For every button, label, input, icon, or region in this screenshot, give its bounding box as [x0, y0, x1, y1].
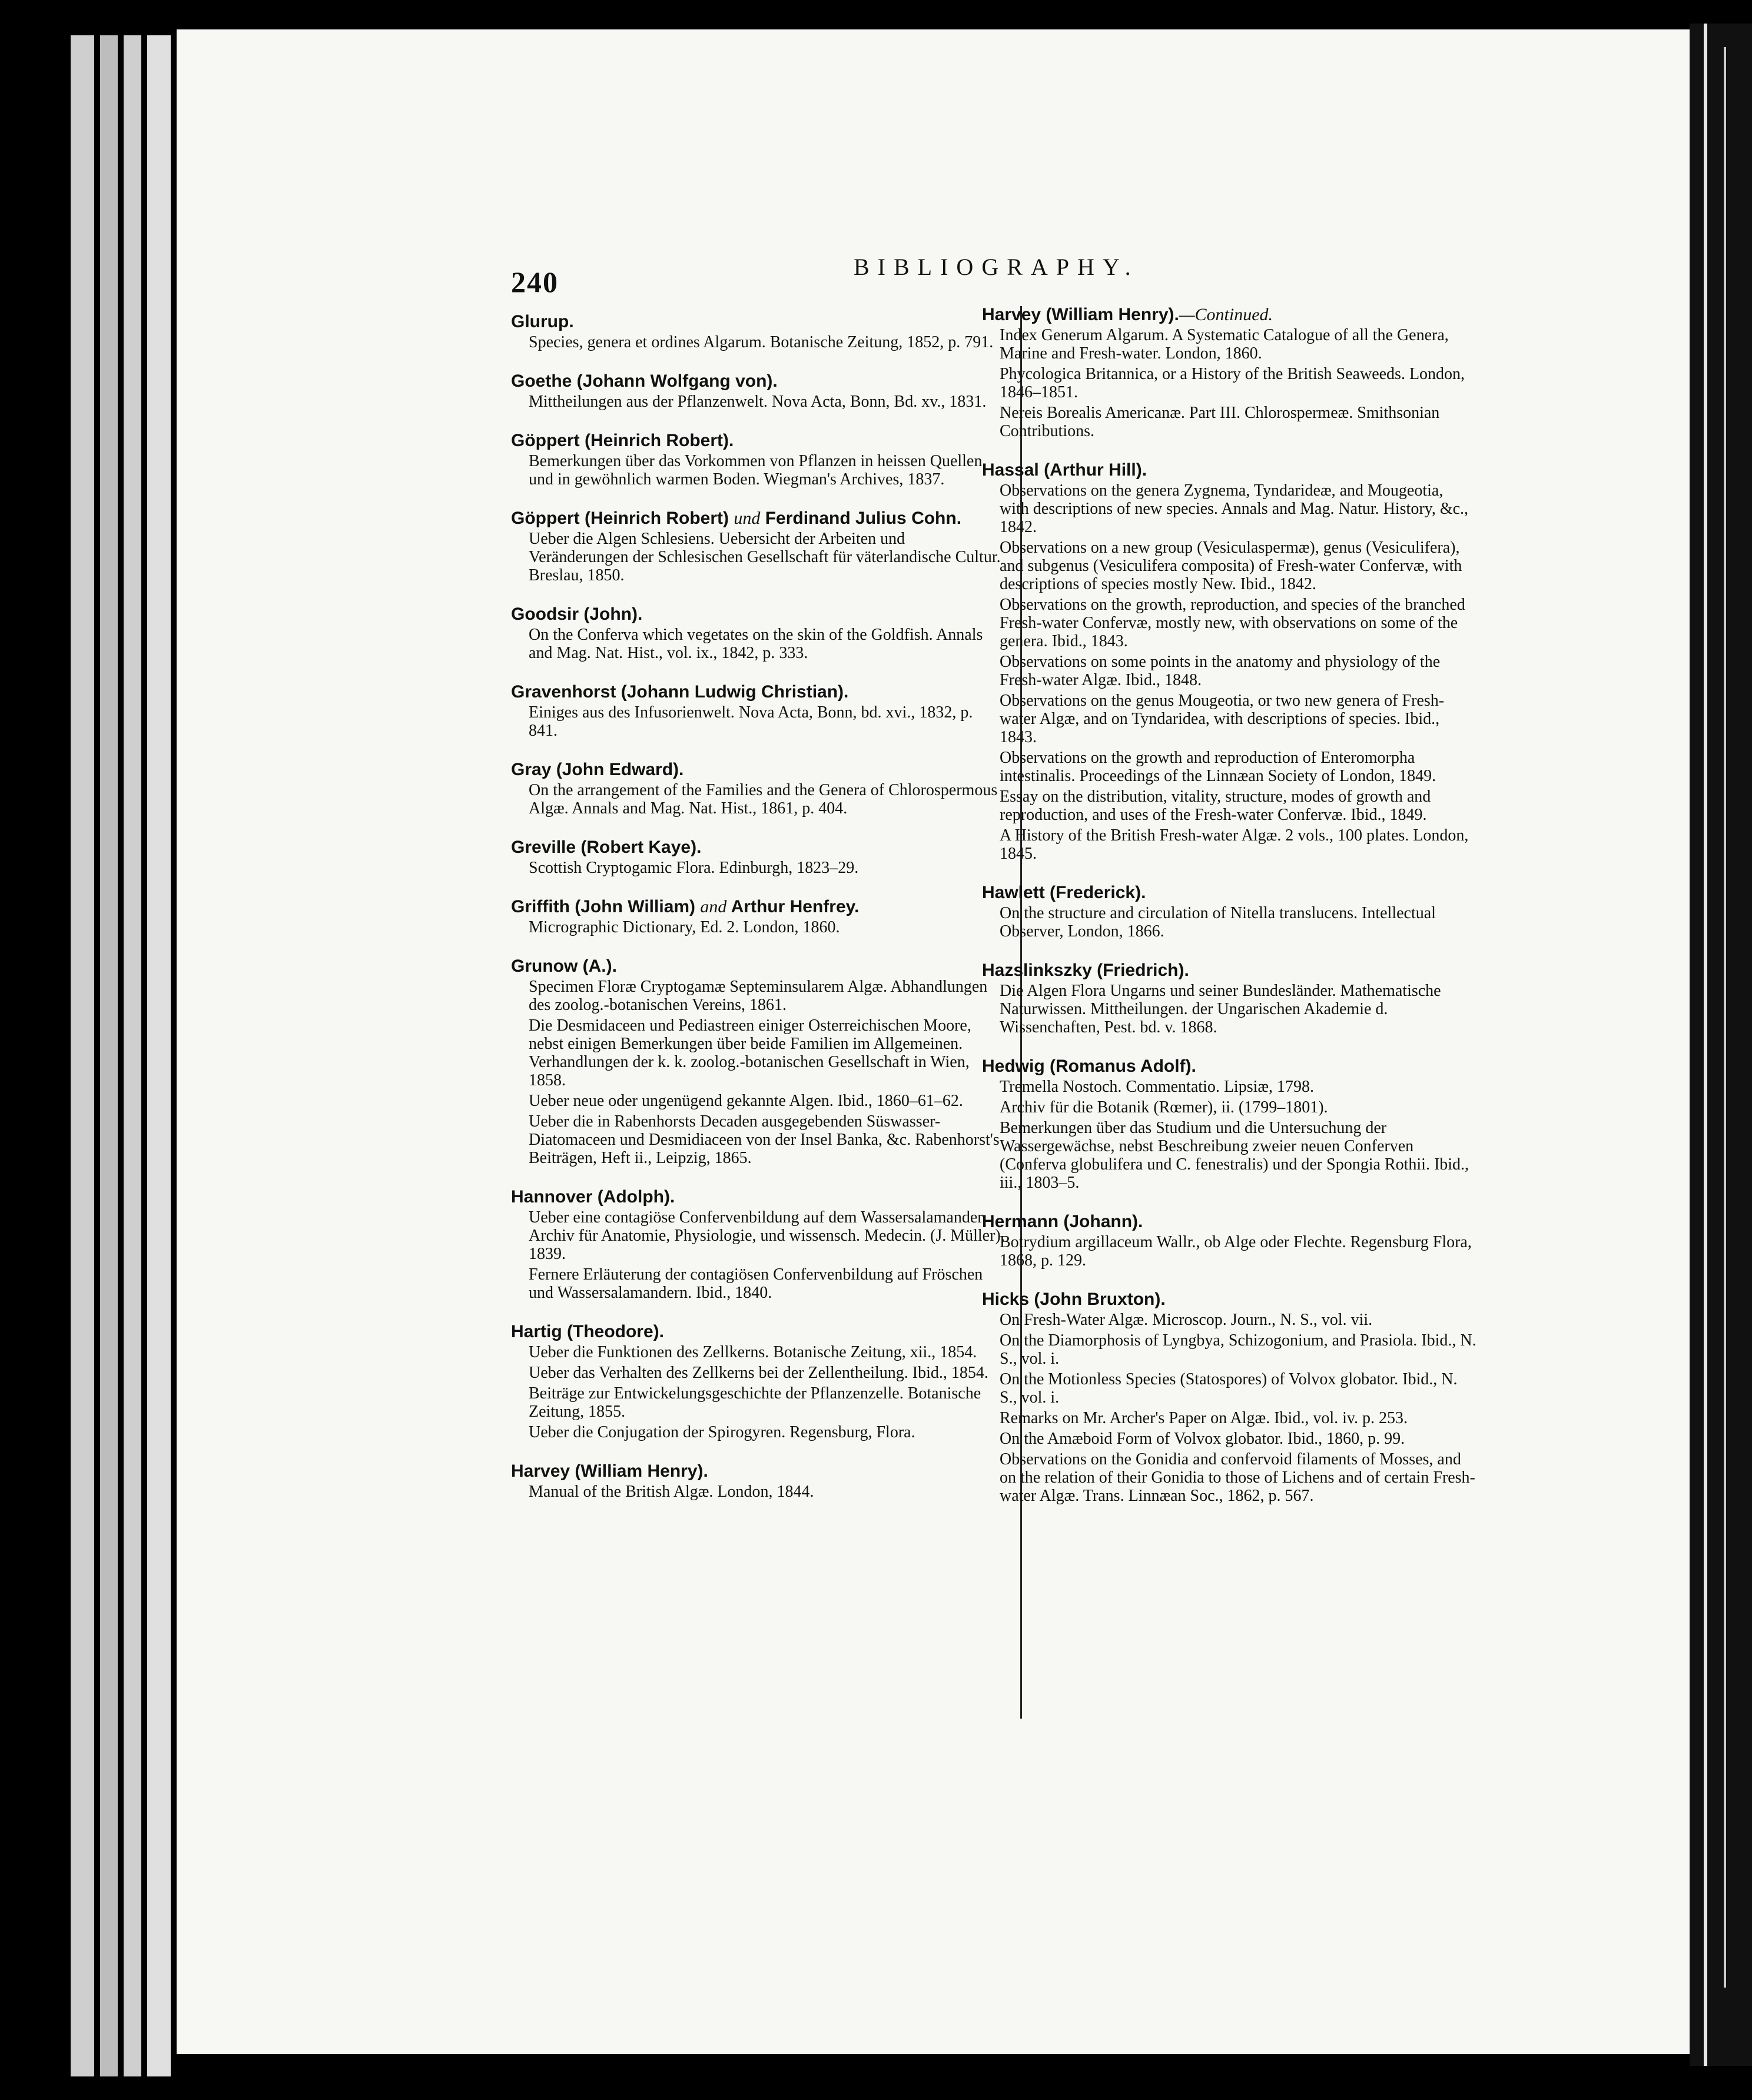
entry-author	[511, 1322, 1006, 1342]
bibliography-entry	[982, 460, 1476, 863]
work-citation: Die Algen Flora Ungarns und seiner Bundesländer. Mathematische Naturwissen. Mittheilungen. der Ungarischen Akademie d. Wissenchaften, Pest. bd. v. 1868.	[1000, 982, 1441, 1036]
work-citation: Observations on some points in the anatomy and physiology of the Fresh-water Algæ. Ibid., 1848.	[1000, 653, 1441, 689]
work-citation: Mittheilungen aus der Pflanzenwelt. Nova Acta, Bonn, Bd. xv., 1831.	[529, 393, 987, 411]
entry-author	[982, 460, 1476, 480]
entry-author	[982, 305, 1476, 325]
bibliography-entry	[982, 883, 1476, 941]
work-citation: On the Conferva which vegetates on the skin of the Goldfish. Annals and Mag. Nat. Hist., vol. ix., 1842, p. 333.	[529, 626, 983, 662]
facing-page-edge	[1690, 24, 1752, 2066]
author-name: Gravenhorst (Johann Ludwig Christian).	[511, 682, 849, 702]
author-name: Hedwig (Romanus Adolf).	[982, 1056, 1196, 1076]
work-citation: On Fresh-Water Algæ. Microscop. Journ., N. S., vol. vii.	[1000, 1311, 1373, 1329]
entry-author	[511, 1461, 1006, 1481]
entry-author	[511, 312, 1006, 332]
entry-author	[982, 1056, 1476, 1076]
page-number: 240	[511, 265, 559, 298]
work-citation: Ueber die Funktionen des Zellkerns. Botanische Zeitung, xii., 1854.	[529, 1343, 977, 1361]
author-conjunction: and	[700, 897, 727, 916]
entry-author	[511, 760, 1006, 780]
work-citation: On the arrangement of the Families and the Genera of Chlorospermous Algæ. Annals and Mag. Nat. Hist., 1861, p. 404.	[529, 781, 998, 818]
author-name: Hicks (John Bruxton).	[982, 1290, 1166, 1309]
author-name: Grunow (A.).	[511, 956, 617, 976]
work-citation: A History of the British Fresh-water Algæ. 2 vols., 100 plates. London, 1845.	[1000, 826, 1469, 863]
continued-label: —Continued.	[1179, 305, 1273, 324]
author-name: Hawlett (Frederick).	[982, 883, 1146, 902]
work-citation: On the structure and circulation of Nitella translucens. Intellectual Observer, London, 1866.	[1000, 904, 1436, 941]
work-citation: On the Amæboid Form of Volvox globator. Ibid., 1860, p. 99.	[1000, 1430, 1405, 1448]
left-column	[511, 312, 1006, 1521]
author-conjunction: und	[734, 509, 761, 528]
author-name: Göppert (Heinrich Robert).	[511, 431, 734, 450]
entry-author	[511, 838, 1006, 858]
work-citation: Ueber die Algen Schlesiens. Uebersicht der Arbeiten und Veränderungen der Schlesischen Gesellschaft für väterlandische Cultur. Breslau, 1850.	[529, 530, 1001, 584]
author-name: Griffith (John William)	[511, 897, 696, 916]
author-name: Glurup.	[511, 312, 574, 331]
work-citation: Manual of the British Algæ. London, 1844.	[529, 1483, 814, 1501]
work-citation: Botrydium argillaceum Wallr., ob Alge oder Flechte. Regensburg Flora, 1868, p. 129.	[1000, 1233, 1472, 1270]
entry-author	[511, 897, 1006, 917]
author-name: Goethe (Johann Wolfgang von).	[511, 371, 778, 391]
work-citation: Bemerkungen über das Studium und die Untersuchung der Wassergewächse, nebst Beschreibung zweier neuen Conferven (Conferva globulifera und C. fenestralis) und der Spongia Rothii. Ibid., iii., 1803–5.	[1000, 1119, 1469, 1192]
author-name: Harvey (William Henry).	[511, 1461, 708, 1481]
work-citation: Observations on the growth and reproduction of Enteromorpha intestinalis. Proceedings of the Linnæan Society of London, 1849.	[1000, 749, 1436, 785]
right-column	[982, 305, 1476, 1525]
work-citation: On the Motionless Species (Statospores) of Volvox globator. Ibid., N. S., vol. i.	[1000, 1370, 1458, 1407]
entry-author	[982, 883, 1476, 903]
work-citation: Ueber die in Rabenhorsts Decaden ausgegebenden Süswasser-Diatomaceen und Desmidiaceen von der Insel Banka, &c. Rabenhorst's Beiträgen, Heft ii., Leipzig, 1865.	[529, 1112, 1000, 1167]
bibliography-entry	[511, 604, 1006, 662]
work-citation: Micrographic Dictionary, Ed. 2. London, 1860.	[529, 918, 840, 936]
bibliography-entry	[511, 838, 1006, 877]
bibliography-entry	[511, 1461, 1006, 1501]
bibliography-entry	[511, 760, 1006, 818]
bibliography-entry	[511, 1322, 1006, 1441]
work-citation: Index Generum Algarum. A Systematic Catalogue of all the Genera, Marine and Fresh-water. London, 1860.	[1000, 326, 1449, 363]
entry-author	[511, 1187, 1006, 1207]
entry-author	[511, 431, 1006, 451]
author-name: Gray (John Edward).	[511, 760, 684, 779]
work-citation: Einiges aus des Infusorienwelt. Nova Acta, Bonn, bd. xvi., 1832, p. 841.	[529, 703, 973, 740]
bibliography-entry	[982, 1056, 1476, 1192]
running-head: BIBLIOGRAPHY.	[854, 254, 1139, 280]
author-name: Hermann (Johann).	[982, 1212, 1143, 1231]
author-name: Goodsir (John).	[511, 604, 643, 624]
work-citation: On the Diamorphosis of Lyngbya, Schizogonium, and Prasiola. Ibid., N. S., vol. i.	[1000, 1331, 1476, 1368]
coauthor-name: Arthur Henfrey.	[731, 897, 860, 916]
work-citation: Essay on the distribution, vitality, structure, modes of growth and reproduction, and uses of the Fresh-water Confervæ. Ibid., 1849.	[1000, 788, 1431, 824]
work-citation: Observations on a new group (Vesiculaspermæ), genus (Vesiculifera), and subgenus (Vesiculifera composita) of Fresh-water Confervæ, with descriptions of species mostly New. Ibid., 1842.	[1000, 539, 1462, 593]
bibliography-entry	[982, 1212, 1476, 1270]
work-citation: Observations on the genera Zygnema, Tyndarideæ, and Mougeotia, with descriptions of new species. Annals and Mag. Natur. History, &c., 1842.	[1000, 481, 1469, 536]
work-citation: Beiträge zur Entwickelungsgeschichte der Pflanzenzelle. Botanische Zeitung, 1855.	[529, 1384, 981, 1421]
entry-author	[511, 371, 1006, 391]
bibliography-entry	[511, 897, 1006, 936]
author-name: Hassal (Arthur Hill).	[982, 460, 1147, 480]
bibliography-entry	[511, 312, 1006, 351]
entry-author	[982, 1212, 1476, 1232]
entry-author	[511, 604, 1006, 624]
bibliography-entry	[511, 431, 1006, 489]
work-citation: Ueber das Verhalten des Zellkerns bei der Zellentheilung. Ibid., 1854.	[529, 1364, 988, 1382]
bibliography-entry	[511, 956, 1006, 1167]
work-citation: Observations on the Gonidia and confervoid filaments of Mosses, and on the relation of their Gonidia to those of Lichens and of certain Fresh-water Algæ. Trans. Linnæan Soc., 1862, p. 567.	[1000, 1450, 1475, 1505]
bibliography-entry	[511, 371, 1006, 411]
bibliography-entry	[511, 682, 1006, 740]
author-name: Hannover (Adolph).	[511, 1187, 675, 1207]
author-name: Göppert (Heinrich Robert)	[511, 509, 729, 528]
work-citation: Tremella Nostoch. Commentatio. Lipsiæ, 1798.	[1000, 1078, 1315, 1096]
work-citation: Ueber eine contagiöse Confervenbildung auf dem Wassersalamander. Archiv für Anatomie, Physiologie, und wissensch. Medecin. (J. Müller), 1839.	[529, 1208, 1005, 1263]
work-citation: Bemerkungen über das Vorkommen von Pflanzen in heissen Quellen und in gewöhnlich warmen Boden. Wiegman's Archives, 1837.	[529, 452, 983, 489]
author-name: Harvey (William Henry).	[982, 305, 1179, 324]
work-citation: Remarks on Mr. Archer's Paper on Algæ. Ibid., vol. iv. p. 253.	[1000, 1409, 1408, 1427]
entry-author	[982, 1290, 1476, 1310]
work-citation: Fernere Erläuterung der contagiösen Confervenbildung auf Fröschen und Wassersalamandern. Ibid., 1840.	[529, 1265, 983, 1302]
bibliography-entry	[982, 305, 1476, 440]
work-citation: Archiv für die Botanik (Rœmer), ii. (1799–1801).	[1000, 1098, 1328, 1117]
work-citation: Observations on the genus Mougeotia, or two new genera of Fresh-water Algæ, and on Tyndaridea, with descriptions of species. Ibid., 1843.	[1000, 692, 1445, 746]
bibliography-entry	[982, 961, 1476, 1036]
bibliography-entry	[511, 1187, 1006, 1302]
work-citation: Die Desmidaceen und Pediastreen einiger Osterreichischen Moore, nebst einigen Bemerkungen über beide Familien im Allgemeinen. Verhandlungen der k. k. zoolog.-botanischen Gesellschaft in Wien, 1858.	[529, 1016, 971, 1089]
coauthor-name: Ferdinand Julius Cohn.	[765, 509, 962, 528]
entry-author	[511, 682, 1006, 702]
work-citation: Ueber neue oder ungenügend gekannte Algen. Ibid., 1860–61–62.	[529, 1092, 963, 1110]
bibliography-entry	[982, 1290, 1476, 1505]
author-name: Hazslinkszky (Friedrich).	[982, 961, 1189, 980]
entry-author	[511, 509, 1006, 529]
work-citation: Phycologica Britannica, or a History of the British Seaweeds. London, 1846–1851.	[1000, 365, 1465, 401]
entry-author	[511, 956, 1006, 976]
work-citation: Scottish Cryptogamic Flora. Edinburgh, 1823–29.	[529, 859, 859, 877]
work-citation: Ueber die Conjugation der Spirogyren. Regensburg, Flora.	[529, 1423, 915, 1441]
work-citation: Nereis Borealis Americanæ. Part III. Chlorospermeæ. Smithsonian Contributions.	[1000, 404, 1440, 440]
entry-author	[982, 961, 1476, 981]
work-citation: Observations on the growth, reproduction, and species of the branched Fresh-water Confervæ, mostly new, with observations on some of the genera. Ibid., 1843.	[1000, 596, 1465, 650]
work-citation: Species, genera et ordines Algarum. Botanische Zeitung, 1852, p. 791.	[529, 333, 994, 351]
work-citation: Specimen Floræ Cryptogamæ Septeminsularem Algæ. Abhandlungen des zoolog.-botanischen Vereins, 1861.	[529, 978, 988, 1014]
author-name: Hartig (Theodore).	[511, 1322, 664, 1341]
author-name: Greville (Robert Kaye).	[511, 838, 702, 857]
bibliography-entry	[511, 509, 1006, 584]
